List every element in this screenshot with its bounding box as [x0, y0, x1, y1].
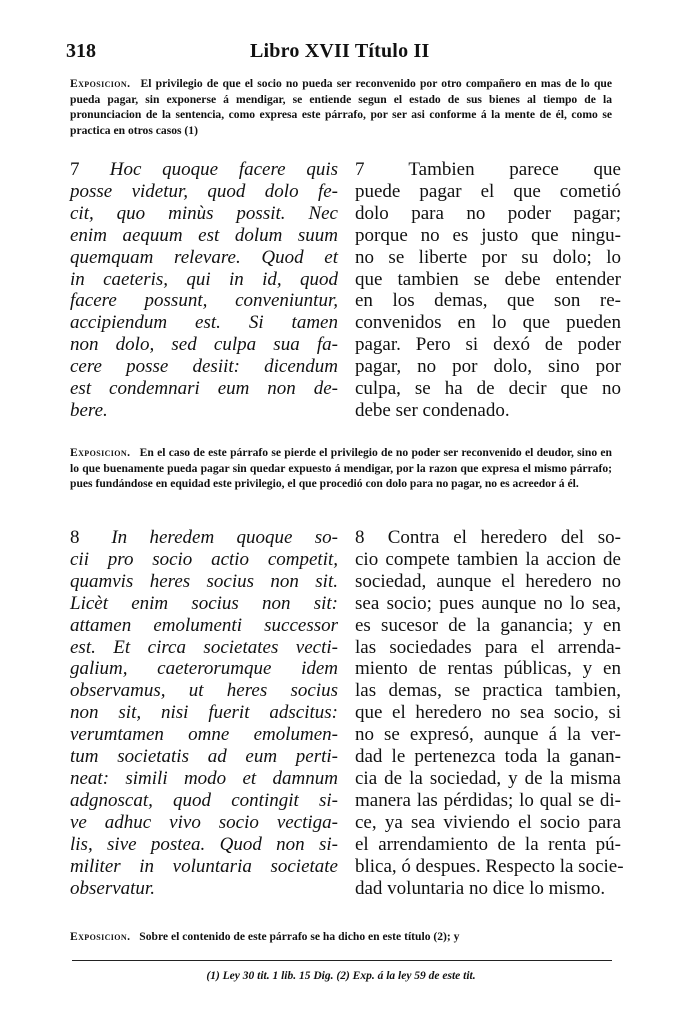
text-line: no se expresó, aunque á la ver-	[355, 724, 621, 746]
text-line: 8 Contra el heredero del so-	[355, 527, 622, 548]
text-line: est. Et circa societates vecti-	[70, 636, 338, 658]
text-line: adgnoscat, quod contingit si-	[70, 789, 338, 811]
text-line: facere possunt, conveniuntur,	[70, 290, 338, 312]
text-line: cit, quo minùs possit. Nec	[70, 202, 338, 224]
text-line: pagar. Pero si dexó de poder	[355, 334, 621, 356]
text-line: verumtamen omne emolumen-	[70, 724, 338, 746]
text-line: accipiendum est. Si tamen	[70, 312, 338, 334]
text-line: manera las pérdidas; lo qual se di-	[355, 789, 621, 811]
spanish-paragraph-7	[355, 159, 621, 422]
text-line: que tambien se debe entender	[355, 268, 621, 290]
text-line: neat: simili modo et damnum	[70, 767, 338, 789]
text-line: debe ser condenado.	[355, 399, 510, 421]
text-line: que el heredero no sea socio, si	[355, 702, 621, 724]
text-line: 7 Tambien parece que	[355, 159, 621, 180]
exposicion-note	[70, 76, 612, 138]
exposicion-label: Exposicion.	[70, 446, 131, 459]
exposicion-note	[70, 445, 612, 492]
text-line: ce, ya sea viviendo el socio para	[355, 811, 621, 833]
text-line: in caeteris, qui in id, quod	[70, 268, 338, 290]
text-line: las sociedades para el arrenda-	[355, 636, 621, 658]
text-line: tum societatis ad eum perti-	[70, 746, 338, 768]
exposicion-label: Exposicion.	[70, 77, 131, 90]
footnote-rule	[72, 960, 612, 961]
text-line: sociedad, aunque el heredero no	[355, 570, 621, 592]
text-line: quamvis heres socius non sit.	[70, 570, 338, 592]
running-head: Libro XVII Título II	[250, 40, 430, 62]
text-line: porque no es justo que ningu-	[355, 224, 621, 246]
exposicion-label: Exposicion.	[70, 930, 131, 943]
text-line: las demas, se practica tambien,	[355, 680, 621, 702]
page-number: 318	[66, 40, 96, 62]
text-line: pagar, no por dolo, sino por	[355, 356, 621, 378]
text-line: sea socio; pues aunque no lo sea,	[355, 592, 621, 614]
spanish-paragraph-8	[355, 527, 624, 899]
text-line: dolo para no poder pagar;	[355, 202, 621, 224]
text-line: cio compete tambien la accion de	[355, 548, 621, 570]
latin-paragraph-7	[70, 159, 338, 422]
exposicion-note	[70, 929, 612, 945]
latin-paragraph-8	[70, 527, 338, 899]
text-line: es sucesor de la ganancia; y en	[355, 614, 621, 636]
text-line: Licèt enim socius non sit:	[70, 592, 338, 614]
text-line: miento de rentas públicas, y en	[355, 658, 621, 680]
text-line: no se liberte por su dolo; lo	[355, 246, 621, 268]
text-line: dad voluntaria no dice lo mismo.	[355, 877, 606, 899]
exposicion-text: Sobre el contenido de este párrafo se ha dicho en este título (2); y	[139, 930, 460, 943]
text-line: culpa, se ha de decir que no	[355, 378, 621, 400]
text-line: dad le pertenezca toda la ganan-	[355, 746, 621, 768]
text-line: non sit, nisi fuerit adscitus:	[70, 702, 338, 724]
text-line: quemquam relevare. Quod et	[70, 246, 338, 268]
text-line: bere.	[70, 399, 108, 421]
text-line: est condemnari eum non de-	[70, 378, 338, 400]
text-line: observamus, ut heres socius	[70, 680, 338, 702]
text-line: galium, caeterorumque idem	[70, 658, 338, 680]
text-line: militer in voluntaria societate	[70, 855, 338, 877]
text-line: 7 Hoc quoque facere quis	[70, 159, 339, 180]
text-line: 8 In heredem quoque so-	[70, 527, 338, 548]
text-line: cere posse desiit: dicendum	[70, 356, 338, 378]
text-line: cii pro socio actio competit,	[70, 548, 338, 570]
text-line: puede pagar el que cometió	[355, 180, 621, 202]
text-line: ve adhuc vivo socio vectiga-	[70, 811, 338, 833]
text-line: observatur.	[70, 877, 155, 899]
text-line: attamen emolumenti successor	[70, 614, 338, 636]
text-line: lis, sive postea. Quod non si-	[70, 833, 338, 855]
text-line: blica, ó despues. Respecto la socie-	[355, 855, 624, 877]
text-line: enim aequum est dolum suum	[70, 224, 338, 246]
text-line: cia de la sociedad, y de la misma	[355, 767, 621, 789]
exposicion-text: En el caso de este párrafo se pierde el privilegio de no poder ser reconvenido el deudor, sino en lo que buenamente pueda pagar sin quedar expuesto á mendigar, por la razon que expresa el mismo párrafo; pues fundándose en equidad este privilegio, el que procedió con dolo para no pagar, no es acreedor á él.	[70, 446, 612, 491]
text-line: el arrendamiento de la renta pú-	[355, 833, 621, 855]
text-line: posse videtur, quod dolo fe-	[70, 180, 338, 202]
text-line: convenidos en lo que pueden	[355, 312, 621, 334]
footnotes: (1) Ley 30 tit. 1 lib. 15 Dig. (2) Exp. á la ley 59 de este tit.	[206, 970, 476, 982]
text-line: en los demas, que son re-	[355, 290, 621, 312]
text-line: non dolo, sed culpa sua fa-	[70, 334, 338, 356]
exposicion-text: El privilegio de que el socio no pueda ser reconvenido por otro compañero en mas de lo que pueda pagar, sin exponerse á mendigar, se entiende segun el estado de sus bienes al tiempo de la pronunciacion de la sentencia, como expresa este párrafo, por ser asi conforme á la mente de él, como se practica en otros casos (1)	[70, 77, 612, 137]
